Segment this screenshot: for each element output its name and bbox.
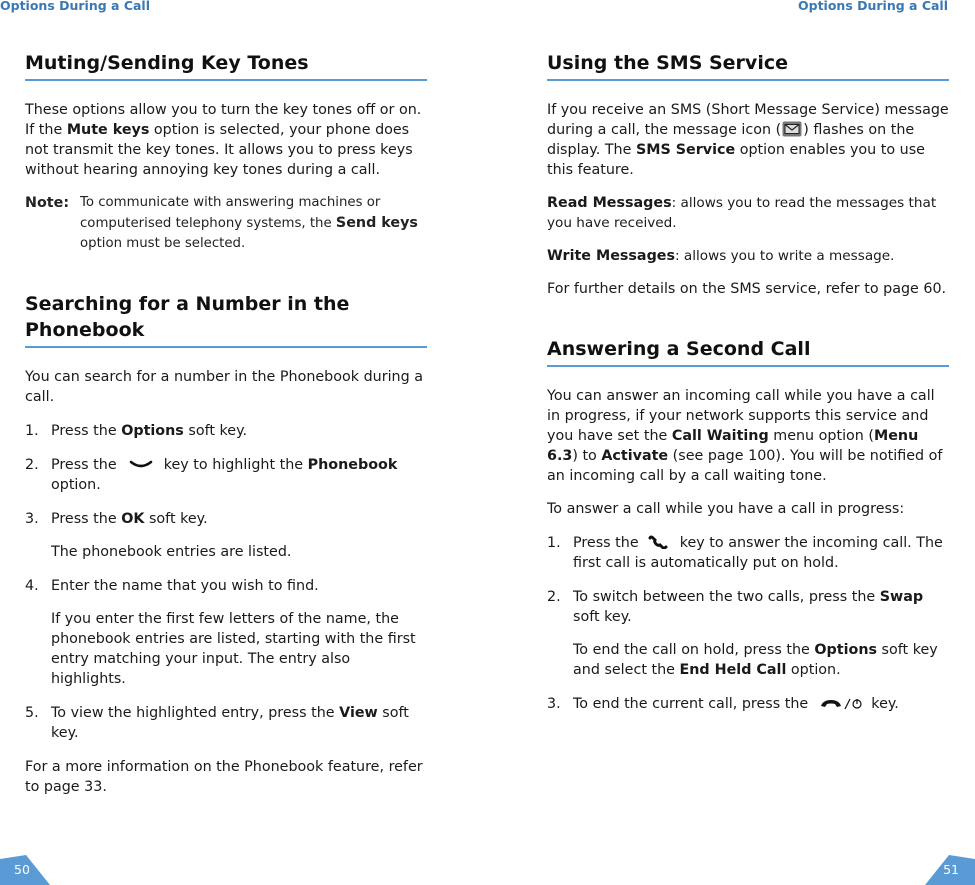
step-3: 3. To end the current call, press the key. [547, 696, 899, 712]
page-number-left: 50 [0, 855, 52, 885]
running-header-right: Options During a Call [798, 0, 948, 13]
step-2-detail: To end the call on hold, press the Options soft key and select the End Held Call option. [573, 642, 938, 678]
step-3: 3. Press the OK soft key. [25, 511, 208, 527]
page-number-right: 51 [923, 855, 975, 885]
send-phone-key-icon [647, 535, 671, 549]
second-call-paragraph: You can answer an incoming call while you have a call in progress, if your network supports this service and you have set the Call Waiting menu option (Menu 6.3) to Activate (see page 100). You will be notified of an incoming call by a call waiting tone. [547, 388, 943, 484]
right-page-column [547, 50, 949, 714]
step-1: 1. Press the Options soft key. [25, 423, 248, 439]
note-label: Note: [25, 195, 70, 211]
sms-paragraph: If you receive an SMS (Short Message Service) message during a call, the message icon ( ) flashes on the display. The SMS Service option enables you to use this feature. [547, 102, 949, 178]
message-envelope-icon [782, 121, 802, 137]
read-messages-description: Read Messages: allows you to read the messages that you have received. [547, 195, 937, 231]
search-intro: You can search for a number in the Phonebook during a call. [25, 369, 423, 405]
step-3-detail: The phonebook entries are listed. [51, 544, 292, 560]
note [25, 193, 427, 254]
sms-reference: For further details on the SMS service, refer to page 60. [547, 281, 947, 297]
step-2: 2. To switch between the two calls, press the Swap soft key. [547, 589, 924, 625]
phonebook-reference: For a more information on the Phonebook feature, refer to page 33. [25, 759, 423, 795]
section-title-muting: Muting/Sending Key Tones [25, 50, 427, 81]
muting-paragraph: These options allow you to turn the key tones off or on. If the Mute keys option is selected, your phone does not transmit the key tones. It allows you to press keys without hearing annoying key tones during a call. [25, 102, 422, 178]
step-4-detail: If you enter the first few letters of the name, the phonebook entries are listed, starting with the first entry matching your input. The entry also highlights. [51, 611, 416, 687]
section-title-second-call: Answering a Second Call [547, 336, 949, 367]
step-2: 2. Press the key to highlight the Phonebook option. [25, 457, 398, 493]
write-messages-description: Write Messages: allows you to write a message. [547, 248, 895, 264]
end-power-key-icon [819, 696, 863, 710]
step-5: 5. To view the highlighted entry, press the View soft key. [25, 705, 409, 741]
section-title-sms: Using the SMS Service [547, 50, 949, 81]
step-4: 4. Enter the name that you wish to find. [25, 578, 319, 594]
left-page-column [25, 50, 427, 797]
step-1: 1. Press the key to answer the incoming call. The first call is automatically put on hold. [547, 535, 943, 571]
section-title-searching: Searching for a Number in the Phonebook [25, 291, 427, 348]
running-header-left: Options During a Call [0, 0, 150, 13]
second-call-instruction: To answer a call while you have a call in progress: [547, 501, 905, 517]
nav-down-key-icon [129, 460, 153, 470]
note-text: To communicate with answering machines or computerised telephony systems, the Send keys option must be selected. [80, 195, 418, 251]
